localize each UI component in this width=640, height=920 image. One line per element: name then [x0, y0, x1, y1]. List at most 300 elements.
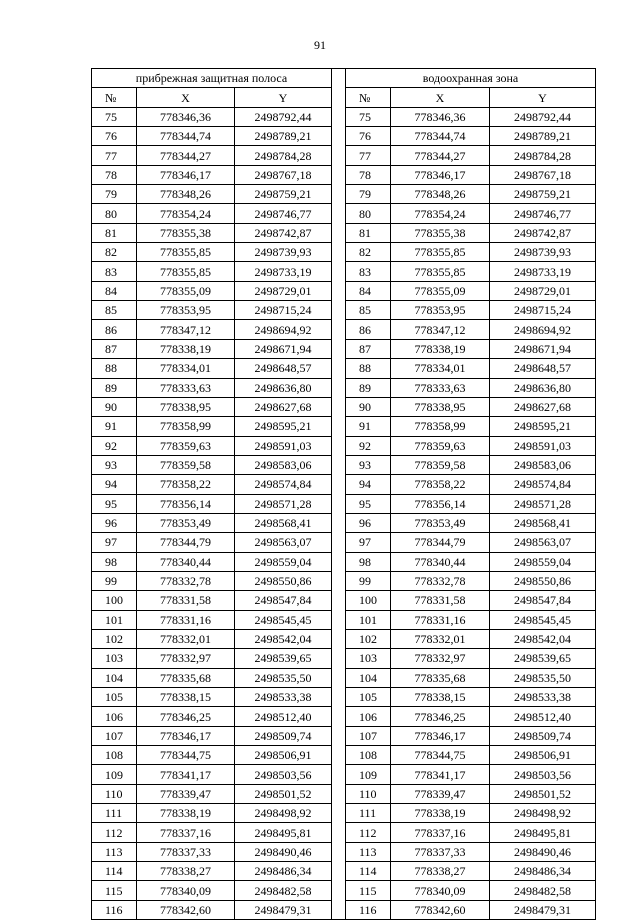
right-x-cell: 778344,74 — [391, 127, 490, 146]
right-point-number-cell: 92 — [346, 436, 391, 455]
left-point-number-cell: 97 — [92, 533, 137, 552]
table-row — [92, 436, 596, 455]
left-y-cell: 2498545,45 — [235, 610, 332, 629]
right-point-number-cell: 104 — [346, 668, 391, 687]
table-row — [92, 262, 596, 281]
column-gap — [332, 320, 346, 339]
right-y-cell: 2498729,01 — [490, 281, 596, 300]
right-y-cell: 2498571,28 — [490, 494, 596, 513]
left-y-cell: 2498547,84 — [235, 591, 332, 610]
right-point-number-cell: 84 — [346, 281, 391, 300]
left-y-cell: 2498486,34 — [235, 862, 332, 881]
right-point-number-cell: 116 — [346, 900, 391, 919]
table-row — [92, 823, 596, 842]
left-y-cell: 2498636,80 — [235, 378, 332, 397]
right-x-cell: 778333,63 — [391, 378, 490, 397]
left-y-cell: 2498533,38 — [235, 688, 332, 707]
left-point-number-cell: 81 — [92, 223, 137, 242]
left-y-cell: 2498563,07 — [235, 533, 332, 552]
right-y-cell: 2498535,50 — [490, 668, 596, 687]
right-y-cell: 2498568,41 — [490, 513, 596, 532]
column-gap — [332, 629, 346, 648]
table-row — [92, 320, 596, 339]
right-y-cell: 2498792,44 — [490, 107, 596, 126]
right-point-number-cell: 115 — [346, 881, 391, 900]
left-y-cell: 2498535,50 — [235, 668, 332, 687]
table-row — [92, 165, 596, 184]
right-point-number-cell: 75 — [346, 107, 391, 126]
table-row — [92, 359, 596, 378]
left-y-cell: 2498694,92 — [235, 320, 332, 339]
column-gap — [332, 765, 346, 784]
column-gap — [332, 533, 346, 552]
right-x-cell: 778346,17 — [391, 165, 490, 184]
column-gap — [332, 649, 346, 668]
left-y-cell: 2498568,41 — [235, 513, 332, 532]
left-point-number-cell: 78 — [92, 165, 137, 184]
right-x-cell: 778359,58 — [391, 455, 490, 474]
right-point-number-cell: 100 — [346, 591, 391, 610]
left-x-cell: 778358,99 — [137, 417, 235, 436]
left-point-number-cell: 108 — [92, 746, 137, 765]
left-point-number-cell: 82 — [92, 243, 137, 262]
table-row — [92, 765, 596, 784]
left-y-cell: 2498501,52 — [235, 784, 332, 803]
right-x-cell: 778355,85 — [391, 262, 490, 281]
left-x-cell: 778338,15 — [137, 688, 235, 707]
right-y-cell: 2498506,91 — [490, 746, 596, 765]
column-gap — [332, 69, 346, 88]
column-gap — [332, 707, 346, 726]
left-y-cell: 2498583,06 — [235, 455, 332, 474]
left-point-number-cell: 100 — [92, 591, 137, 610]
right-y-cell: 2498559,04 — [490, 552, 596, 571]
right-y-cell: 2498733,19 — [490, 262, 596, 281]
right-y-cell: 2498563,07 — [490, 533, 596, 552]
right-x-cell: 778346,25 — [391, 707, 490, 726]
right-y-cell: 2498759,21 — [490, 185, 596, 204]
right-point-number-cell: 82 — [346, 243, 391, 262]
left-x-cell: 778339,47 — [137, 784, 235, 803]
column-gap — [332, 591, 346, 610]
left-point-number-cell: 98 — [92, 552, 137, 571]
column-gap — [332, 243, 346, 262]
left-point-number-cell: 102 — [92, 629, 137, 648]
right-y-cell: 2498533,38 — [490, 688, 596, 707]
right-x-cell: 778353,49 — [391, 513, 490, 532]
right-x-cell: 778338,95 — [391, 397, 490, 416]
table-row — [92, 707, 596, 726]
right-x-header: X — [391, 88, 490, 107]
left-x-cell: 778359,63 — [137, 436, 235, 455]
column-gap — [332, 552, 346, 571]
right-x-cell: 778335,68 — [391, 668, 490, 687]
table-row — [92, 688, 596, 707]
left-point-number-cell: 111 — [92, 804, 137, 823]
column-gap — [332, 301, 346, 320]
right-x-cell: 778344,75 — [391, 746, 490, 765]
right-y-cell: 2498501,52 — [490, 784, 596, 803]
right-x-cell: 778331,16 — [391, 610, 490, 629]
column-gap — [332, 165, 346, 184]
right-x-cell: 778338,27 — [391, 862, 490, 881]
table-row — [92, 610, 596, 629]
left-y-cell: 2498574,84 — [235, 475, 332, 494]
left-point-number-cell: 105 — [92, 688, 137, 707]
left-x-cell: 778344,75 — [137, 746, 235, 765]
column-header-row — [92, 88, 596, 107]
left-y-cell: 2498648,57 — [235, 359, 332, 378]
left-x-cell: 778355,85 — [137, 262, 235, 281]
right-x-cell: 778340,44 — [391, 552, 490, 571]
left-point-number-cell: 92 — [92, 436, 137, 455]
right-y-cell: 2498595,21 — [490, 417, 596, 436]
page-number: 91 — [314, 38, 326, 52]
right-x-cell: 778346,17 — [391, 726, 490, 745]
table-row — [92, 862, 596, 881]
right-x-cell: 778338,19 — [391, 804, 490, 823]
table-row — [92, 455, 596, 474]
left-x-cell: 778340,09 — [137, 881, 235, 900]
right-x-cell: 778347,12 — [391, 320, 490, 339]
right-point-number-cell: 94 — [346, 475, 391, 494]
right-x-cell: 778338,15 — [391, 688, 490, 707]
right-y-cell: 2498742,87 — [490, 223, 596, 242]
right-point-number-cell: 83 — [346, 262, 391, 281]
column-gap — [332, 262, 346, 281]
left-x-cell: 778355,85 — [137, 243, 235, 262]
left-y-cell: 2498591,03 — [235, 436, 332, 455]
right-point-number-cell: 95 — [346, 494, 391, 513]
column-gap — [332, 397, 346, 416]
column-gap — [332, 900, 346, 919]
left-x-cell: 778359,58 — [137, 455, 235, 474]
table-row — [92, 301, 596, 320]
left-y-cell: 2498509,74 — [235, 726, 332, 745]
table-row — [92, 243, 596, 262]
table-row — [92, 649, 596, 668]
table-row — [92, 204, 596, 223]
right-y-cell: 2498574,84 — [490, 475, 596, 494]
left-x-cell: 778346,17 — [137, 726, 235, 745]
left-point-number-cell: 115 — [92, 881, 137, 900]
left-x-cell: 778331,16 — [137, 610, 235, 629]
column-gap — [332, 88, 346, 107]
right-y-cell: 2498547,84 — [490, 591, 596, 610]
left-point-number-cell: 90 — [92, 397, 137, 416]
left-x-cell: 778337,33 — [137, 842, 235, 861]
left-y-cell: 2498767,18 — [235, 165, 332, 184]
right-x-cell: 778344,27 — [391, 146, 490, 165]
table-row — [92, 668, 596, 687]
right-x-cell: 778356,14 — [391, 494, 490, 513]
left-y-cell: 2498729,01 — [235, 281, 332, 300]
right-y-cell: 2498591,03 — [490, 436, 596, 455]
table-row — [92, 378, 596, 397]
right-y-cell: 2498671,94 — [490, 339, 596, 358]
left-x-cell: 778335,68 — [137, 668, 235, 687]
table-row — [92, 475, 596, 494]
column-gap — [332, 281, 346, 300]
right-point-number-cell: 107 — [346, 726, 391, 745]
left-y-cell: 2498784,28 — [235, 146, 332, 165]
right-x-cell: 778342,60 — [391, 900, 490, 919]
column-gap — [332, 571, 346, 590]
right-point-number-cell: 87 — [346, 339, 391, 358]
column-gap — [332, 223, 346, 242]
left-point-number-cell: 80 — [92, 204, 137, 223]
table-row — [92, 552, 596, 571]
right-x-cell: 778334,01 — [391, 359, 490, 378]
right-point-number-cell: 81 — [346, 223, 391, 242]
right-point-number-cell: 109 — [346, 765, 391, 784]
right-point-number-cell: 79 — [346, 185, 391, 204]
table-row — [92, 900, 596, 919]
left-x-cell: 778340,44 — [137, 552, 235, 571]
left-point-number-cell: 87 — [92, 339, 137, 358]
left-y-cell: 2498595,21 — [235, 417, 332, 436]
left-x-cell: 778354,24 — [137, 204, 235, 223]
left-point-number-cell: 84 — [92, 281, 137, 300]
right-y-cell: 2498648,57 — [490, 359, 596, 378]
left-x-cell: 778344,27 — [137, 146, 235, 165]
column-gap — [332, 610, 346, 629]
left-y-cell: 2498792,44 — [235, 107, 332, 126]
left-x-cell: 778332,97 — [137, 649, 235, 668]
left-y-cell: 2498479,31 — [235, 900, 332, 919]
left-point-number-cell: 86 — [92, 320, 137, 339]
column-gap — [332, 107, 346, 126]
right-point-number-cell: 90 — [346, 397, 391, 416]
left-x-cell: 778331,58 — [137, 591, 235, 610]
table-row — [92, 784, 596, 803]
left-y-cell: 2498490,46 — [235, 842, 332, 861]
left-point-number-cell: 101 — [92, 610, 137, 629]
right-x-cell: 778331,58 — [391, 591, 490, 610]
left-y-cell: 2498539,65 — [235, 649, 332, 668]
left-y-cell: 2498559,04 — [235, 552, 332, 571]
left-x-cell: 778353,95 — [137, 301, 235, 320]
right-point-number-cell: 114 — [346, 862, 391, 881]
left-x-header: X — [137, 88, 235, 107]
right-point-number-cell: 113 — [346, 842, 391, 861]
left-point-number-cell: 109 — [92, 765, 137, 784]
left-x-cell: 778346,36 — [137, 107, 235, 126]
left-y-cell: 2498571,28 — [235, 494, 332, 513]
left-x-cell: 778338,95 — [137, 397, 235, 416]
right-x-cell: 778332,97 — [391, 649, 490, 668]
left-y-cell: 2498789,21 — [235, 127, 332, 146]
column-gap — [332, 378, 346, 397]
column-gap — [332, 127, 346, 146]
right-y-cell: 2498490,46 — [490, 842, 596, 861]
right-x-cell: 778358,22 — [391, 475, 490, 494]
column-gap — [332, 204, 346, 223]
right-y-cell: 2498542,04 — [490, 629, 596, 648]
right-x-cell: 778337,33 — [391, 842, 490, 861]
left-y-cell: 2498495,81 — [235, 823, 332, 842]
right-point-number-cell: 80 — [346, 204, 391, 223]
right-point-number-cell: 98 — [346, 552, 391, 571]
right-x-cell: 778354,24 — [391, 204, 490, 223]
left-point-number-cell: 107 — [92, 726, 137, 745]
left-x-cell: 778355,09 — [137, 281, 235, 300]
table-row — [92, 185, 596, 204]
left-point-number-cell: 83 — [92, 262, 137, 281]
right-point-number-cell: 76 — [346, 127, 391, 146]
left-point-number-cell: 112 — [92, 823, 137, 842]
left-point-number-cell: 114 — [92, 862, 137, 881]
left-point-number-cell: 89 — [92, 378, 137, 397]
left-y-cell: 2498550,86 — [235, 571, 332, 590]
left-y-cell: 2498512,40 — [235, 707, 332, 726]
left-point-number-cell: 79 — [92, 185, 137, 204]
right-y-cell: 2498627,68 — [490, 397, 596, 416]
left-x-cell: 778348,26 — [137, 185, 235, 204]
right-y-cell: 2498715,24 — [490, 301, 596, 320]
column-gap — [332, 688, 346, 707]
left-x-cell: 778347,12 — [137, 320, 235, 339]
column-gap — [332, 417, 346, 436]
right-x-cell: 778346,36 — [391, 107, 490, 126]
left-x-cell: 778346,17 — [137, 165, 235, 184]
left-point-number-cell: 104 — [92, 668, 137, 687]
left-y-cell: 2498715,24 — [235, 301, 332, 320]
left-x-cell: 778346,25 — [137, 707, 235, 726]
left-point-number-cell: 75 — [92, 107, 137, 126]
table-row — [92, 571, 596, 590]
left-y-cell: 2498733,19 — [235, 262, 332, 281]
right-x-cell: 778348,26 — [391, 185, 490, 204]
left-section-title: прибрежная защитная полоса — [92, 69, 332, 88]
right-y-cell: 2498509,74 — [490, 726, 596, 745]
left-y-cell: 2498498,92 — [235, 804, 332, 823]
right-x-cell: 778340,09 — [391, 881, 490, 900]
right-point-number-cell: 97 — [346, 533, 391, 552]
right-x-cell: 778332,01 — [391, 629, 490, 648]
column-gap — [332, 455, 346, 474]
right-point-number-cell: 89 — [346, 378, 391, 397]
right-x-cell: 778339,47 — [391, 784, 490, 803]
left-point-number-cell: 93 — [92, 455, 137, 474]
table-row — [92, 513, 596, 532]
table-row — [92, 146, 596, 165]
table-row — [92, 417, 596, 436]
table-row — [92, 591, 596, 610]
left-x-cell: 778337,16 — [137, 823, 235, 842]
right-point-number-cell: 96 — [346, 513, 391, 532]
right-y-cell: 2498482,58 — [490, 881, 596, 900]
left-x-cell: 778341,17 — [137, 765, 235, 784]
right-y-cell: 2498539,65 — [490, 649, 596, 668]
left-x-cell: 778333,63 — [137, 378, 235, 397]
left-point-number-cell: 96 — [92, 513, 137, 532]
table-row — [92, 223, 596, 242]
column-gap — [332, 726, 346, 745]
column-gap — [332, 784, 346, 803]
left-x-cell: 778355,38 — [137, 223, 235, 242]
right-y-cell: 2498784,28 — [490, 146, 596, 165]
right-x-cell: 778337,16 — [391, 823, 490, 842]
left-point-number-cell: 85 — [92, 301, 137, 320]
column-gap — [332, 436, 346, 455]
section-title-row — [92, 69, 596, 88]
right-point-number-cell: 112 — [346, 823, 391, 842]
right-y-cell: 2498512,40 — [490, 707, 596, 726]
table-row — [92, 533, 596, 552]
right-point-number-cell: 111 — [346, 804, 391, 823]
column-gap — [332, 804, 346, 823]
column-gap — [332, 359, 346, 378]
left-y-header: Y — [235, 88, 332, 107]
right-x-cell: 778332,78 — [391, 571, 490, 590]
right-y-cell: 2498550,86 — [490, 571, 596, 590]
right-point-number-cell: 103 — [346, 649, 391, 668]
right-point-number-cell: 110 — [346, 784, 391, 803]
right-x-cell: 778355,38 — [391, 223, 490, 242]
table-row — [92, 629, 596, 648]
right-y-cell: 2498486,34 — [490, 862, 596, 881]
left-point-number-cell: 94 — [92, 475, 137, 494]
right-y-cell: 2498739,93 — [490, 243, 596, 262]
column-gap — [332, 823, 346, 842]
right-x-cell: 778344,79 — [391, 533, 490, 552]
right-x-cell: 778353,95 — [391, 301, 490, 320]
table-row — [92, 281, 596, 300]
table-row — [92, 881, 596, 900]
right-y-cell: 2498583,06 — [490, 455, 596, 474]
right-point-number-cell: 102 — [346, 629, 391, 648]
table-row — [92, 494, 596, 513]
table-row — [92, 339, 596, 358]
left-point-number-cell: 116 — [92, 900, 137, 919]
left-x-cell: 778334,01 — [137, 359, 235, 378]
right-y-header: Y — [490, 88, 596, 107]
left-y-cell: 2498627,68 — [235, 397, 332, 416]
left-point-number-cell: 88 — [92, 359, 137, 378]
column-gap — [332, 146, 346, 165]
right-x-cell: 778355,85 — [391, 243, 490, 262]
coordinates-table — [91, 68, 596, 920]
right-point-number-cell: 77 — [346, 146, 391, 165]
column-gap — [332, 746, 346, 765]
table-row — [92, 726, 596, 745]
column-gap — [332, 862, 346, 881]
left-x-cell: 778356,14 — [137, 494, 235, 513]
left-x-cell: 778344,74 — [137, 127, 235, 146]
right-point-number-cell: 86 — [346, 320, 391, 339]
right-x-cell: 778341,17 — [391, 765, 490, 784]
right-x-cell: 778338,19 — [391, 339, 490, 358]
left-x-cell: 778332,01 — [137, 629, 235, 648]
column-gap — [332, 881, 346, 900]
left-point-number-cell: 103 — [92, 649, 137, 668]
table-row — [92, 127, 596, 146]
right-y-cell: 2498503,56 — [490, 765, 596, 784]
right-y-cell: 2498498,92 — [490, 804, 596, 823]
column-gap — [332, 494, 346, 513]
right-x-cell: 778358,99 — [391, 417, 490, 436]
right-y-cell: 2498767,18 — [490, 165, 596, 184]
left-y-cell: 2498746,77 — [235, 204, 332, 223]
right-num-header: № — [346, 88, 391, 107]
left-point-number-cell: 91 — [92, 417, 137, 436]
column-gap — [332, 513, 346, 532]
left-x-cell: 778338,19 — [137, 804, 235, 823]
right-y-cell: 2498479,31 — [490, 900, 596, 919]
left-y-cell: 2498506,91 — [235, 746, 332, 765]
right-y-cell: 2498746,77 — [490, 204, 596, 223]
